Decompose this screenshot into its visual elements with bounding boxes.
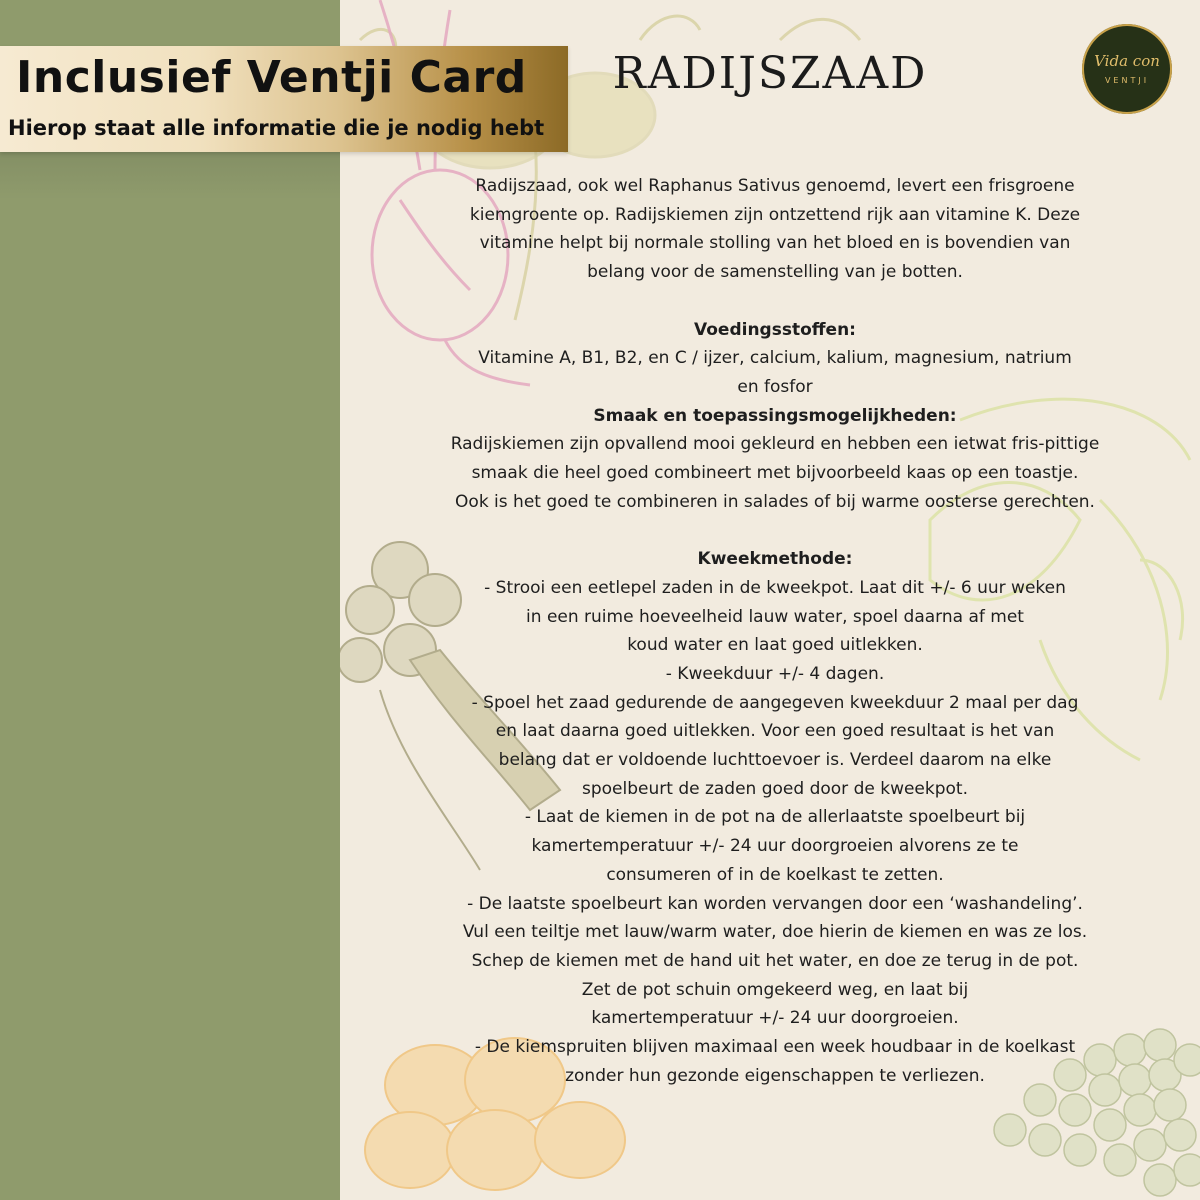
method-section <box>380 545 1170 1090</box>
method-line: kamertemperatuur +/- 24 uur doorgroeien alvorens ze te <box>531 836 1019 857</box>
method-line: belang dat er voldoende luchttoevoer is. Verdeel daarom na elke <box>498 750 1052 771</box>
method-line: - Laat de kiemen in de pot na de allerlaatste spoelbeurt bij <box>524 807 1026 828</box>
nutrients-section <box>380 316 1170 402</box>
method-line: spoelbeurt de zaden goed door de kweekpot. <box>582 778 968 799</box>
method-line: kamertemperatuur +/- 24 uur doorgroeien. <box>591 1008 959 1029</box>
intro-line: vitamine helpt bij normale stolling van het bloed en is bovendien van <box>479 233 1071 254</box>
method-line: koud water en laat goed uitlekken. <box>627 635 923 656</box>
method-line: - Spoel het zaad gedurende de aangegeven kweekduur 2 maal per dag <box>471 692 1079 713</box>
nutrients-line: en fosfor <box>737 376 813 397</box>
taste-section <box>380 402 1170 517</box>
banner-subtitle: Hierop staat alle informatie die je nodig hebt <box>8 116 545 140</box>
left-panel-shadow <box>0 150 340 200</box>
vida-con-ventji-logo <box>1082 24 1172 114</box>
method-line: - Kweekduur +/- 4 dagen. <box>665 663 885 684</box>
method-line: Zet de pot schuin omgekeerd weg, en laat bij <box>581 979 969 1000</box>
product-description <box>380 172 1170 1090</box>
taste-heading: Smaak en toepassingsmogelijkheden: <box>593 405 957 426</box>
intro-line: Radijszaad, ook wel Raphanus Sativus genoemd, levert een frisgroene <box>475 176 1075 196</box>
banner-title: Inclusief Ventji Card <box>16 52 527 103</box>
intro-line: belang voor de samenstelling van je botten. <box>587 262 963 283</box>
method-line: in een ruime hoeveelheid lauw water, spoel daarna af met <box>526 606 1024 627</box>
method-line: zonder hun gezonde eigenschappen te verliezen. <box>565 1065 985 1086</box>
method-line: en laat daarna goed uitlekken. Voor een goed resultaat is het van <box>495 721 1055 742</box>
method-line: consumeren of in de koelkast te zetten. <box>606 864 944 885</box>
nutrients-line: Vitamine A, B1, B2, en C / ijzer, calcium, kalium, magnesium, natrium <box>478 348 1072 369</box>
method-line: - De kiemspruiten blijven maximaal een week houdbaar in de koelkast <box>474 1037 1076 1058</box>
method-line: - De laatste spoelbeurt kan worden vervangen door een ‘washandeling’. <box>467 893 1083 914</box>
taste-line: Ook is het goed te combineren in salades of bij warme oosterse gerechten. <box>455 491 1095 512</box>
nutrients-heading: Voedingsstoffen: <box>694 319 856 340</box>
method-line: Schep de kiemen met de hand uit het water, en doe ze terug in de pot. <box>471 950 1079 971</box>
taste-line: Radijskiemen zijn opvallend mooi gekleurd en hebben een ietwat fris-pittige <box>450 434 1100 455</box>
logo-script-text: Vida con <box>1094 52 1160 70</box>
taste-line: smaak die heel goed combineert met bijvoorbeeld kaas op een toastje. <box>471 463 1079 484</box>
intro-line: kiemgroente op. Radijskiemen zijn ontzettend rijk aan vitamine K. Deze <box>469 204 1081 225</box>
spacer <box>380 516 1170 545</box>
intro-paragraph <box>380 172 1170 287</box>
spacer <box>380 287 1170 316</box>
method-line: - Strooi een eetlepel zaden in de kweekpot. Laat dit +/- 6 uur weken <box>484 577 1066 598</box>
method-line: Vul een teiltje met lauw/warm water, doe hierin de kiemen en was ze los. <box>462 922 1088 943</box>
method-heading: Kweekmethode: <box>697 549 853 570</box>
page-title: RADIJSZAAD <box>612 48 928 99</box>
ventji-card-banner <box>0 46 568 152</box>
logo-word-text: VENTJI <box>1104 76 1150 85</box>
